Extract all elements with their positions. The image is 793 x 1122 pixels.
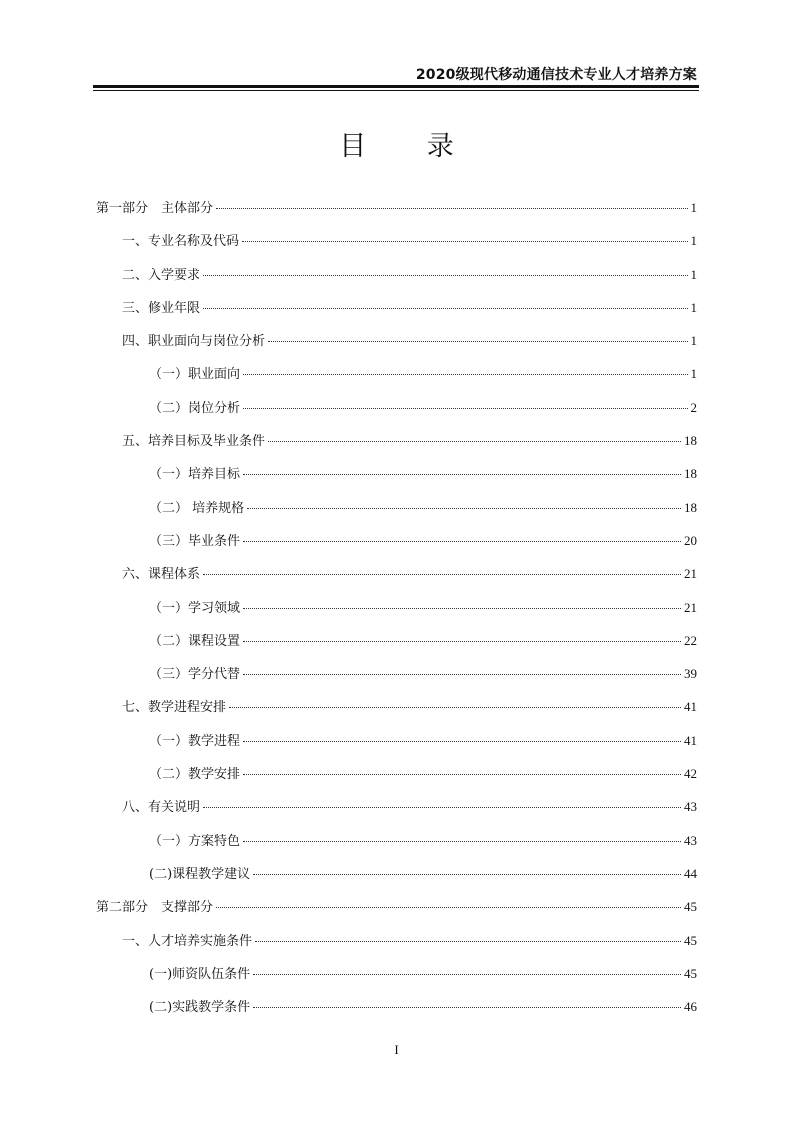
toc-entry-page: 41 [684,732,697,748]
toc-dot-leader [242,241,687,242]
toc-entry-label: （一）职业面向 [149,367,241,383]
toc-entry-label: 一、人才培养实施条件 [122,933,253,949]
toc-entry-page: 18 [684,499,697,515]
toc-entry[interactable] [96,963,697,996]
toc-entry-page: 22 [684,632,697,648]
toc-dot-leader [255,941,681,942]
toc-dot-leader [243,541,681,542]
toc-dot-leader [243,374,687,375]
toc-entry-label: 五、培养目标及毕业条件 [122,434,266,450]
toc-entry-label: 一、专业名称及代码 [122,234,240,250]
toc-entry-page: 21 [684,566,697,582]
toc-dot-leader [243,741,681,742]
toc-entry[interactable] [96,330,697,363]
toc-dot-leader [253,1007,681,1008]
toc-entry-label: 第一部分 主体部分 [96,201,214,216]
toc-dot-leader [243,774,681,775]
toc-entry-page: 18 [684,433,697,449]
toc-entry[interactable] [96,863,697,896]
toc-dot-leader [268,341,687,342]
toc-entry-label: 二、入学要求 [122,267,201,283]
toc-entry-label: （三）毕业条件 [149,533,241,549]
toc-entry[interactable] [96,297,697,330]
table-of-contents [96,197,697,1029]
toc-entry-page: 45 [684,965,697,981]
toc-entry[interactable] [96,996,697,1029]
toc-entry-label: 八、有关说明 [122,800,201,816]
toc-entry[interactable] [96,663,697,696]
toc-entry-page: 43 [684,832,697,848]
toc-dot-leader [243,408,687,409]
page-number: I [394,1042,399,1057]
toc-entry-page: 42 [684,766,697,782]
toc-dot-leader [243,841,681,842]
toc-entry[interactable] [96,796,697,829]
toc-entry-page: 1 [690,366,697,382]
toc-dot-leader [203,574,681,575]
toc-entry-page: 46 [684,999,697,1015]
toc-dot-leader [216,907,681,908]
toc-entry[interactable] [96,597,697,630]
toc-entry-page: 41 [684,699,697,715]
toc-entry-page: 2 [690,399,697,415]
toc-entry-page: 1 [690,299,697,315]
toc-entry-label: 第二部分 支撑部分 [96,900,214,916]
toc-entry-page: 1 [690,333,697,349]
toc-entry[interactable] [96,397,697,430]
toc-entry[interactable] [96,430,697,463]
toc-entry-label: （一）方案特色 [149,833,241,849]
toc-entry-page: 21 [684,599,697,615]
toc-entry-label: (一)师资队伍条件 [149,966,251,982]
toc-dot-leader [229,707,681,708]
toc-dot-leader [253,874,681,875]
toc-entry[interactable] [96,830,697,863]
toc-entry-label: （二）岗位分析 [149,400,241,416]
toc-entry[interactable] [96,563,697,596]
header-rule-thin [93,90,699,91]
toc-entry[interactable] [96,630,697,663]
toc-entry-label: 三、修业年限 [122,300,201,316]
toc-entry[interactable] [96,730,697,763]
toc-entry-page: 1 [690,266,697,282]
toc-entry-label: （一）教学进程 [149,733,241,749]
toc-entry[interactable] [96,896,697,929]
toc-entry-page: 44 [684,865,697,881]
toc-entry-label: （一）学习领域 [149,600,241,616]
toc-dot-leader [268,441,681,442]
toc-entry[interactable] [96,463,697,496]
toc-dot-leader [243,608,681,609]
toc-entry[interactable] [96,197,697,230]
toc-entry-page: 39 [684,666,697,682]
toc-entry-label: （二）课程设置 [149,633,241,649]
header-rule-thick [93,85,699,88]
toc-entry-page: 1 [690,233,697,249]
toc-entry[interactable] [96,363,697,396]
toc-dot-leader [243,474,681,475]
toc-entry-page: 45 [684,932,697,948]
toc-entry[interactable] [96,497,697,530]
toc-entry-label: 七、教学进程安排 [122,700,227,716]
toc-entry-label: 四、职业面向与岗位分析 [122,334,266,350]
toc-entry[interactable] [96,230,697,263]
toc-entry[interactable] [96,530,697,563]
toc-dot-leader [203,275,687,276]
toc-entry-page: 1 [690,200,697,215]
toc-entry-label: 六、课程体系 [122,567,201,583]
toc-entry-label: (二)课程教学建议 [149,866,251,882]
toc-dot-leader [203,807,681,808]
document-header-title: 2020级现代移动通信技术专业人才培养方案 [415,67,697,83]
toc-entry[interactable] [96,930,697,963]
toc-entry-page: 45 [684,899,697,915]
toc-entry-label: (二)实践教学条件 [149,1000,251,1016]
toc-dot-leader [247,508,681,509]
toc-entry-label: （一）培养目标 [149,467,241,483]
toc-dot-leader [243,641,681,642]
toc-entry[interactable] [96,696,697,729]
toc-entry-page: 20 [684,532,697,548]
toc-dot-leader [253,974,681,975]
toc-entry-label: （二）教学安排 [149,767,241,783]
toc-dot-leader [203,308,687,309]
toc-heading: 目 录 [339,131,480,162]
toc-entry[interactable] [96,264,697,297]
toc-entry-page: 18 [684,466,697,482]
toc-entry-label: （三）学分代替 [149,667,241,683]
toc-dot-leader [243,674,681,675]
toc-entry[interactable] [96,763,697,796]
toc-dot-leader [216,208,687,209]
toc-entry-page: 43 [684,799,697,815]
toc-entry-label: （二） 培养规格 [149,500,245,516]
